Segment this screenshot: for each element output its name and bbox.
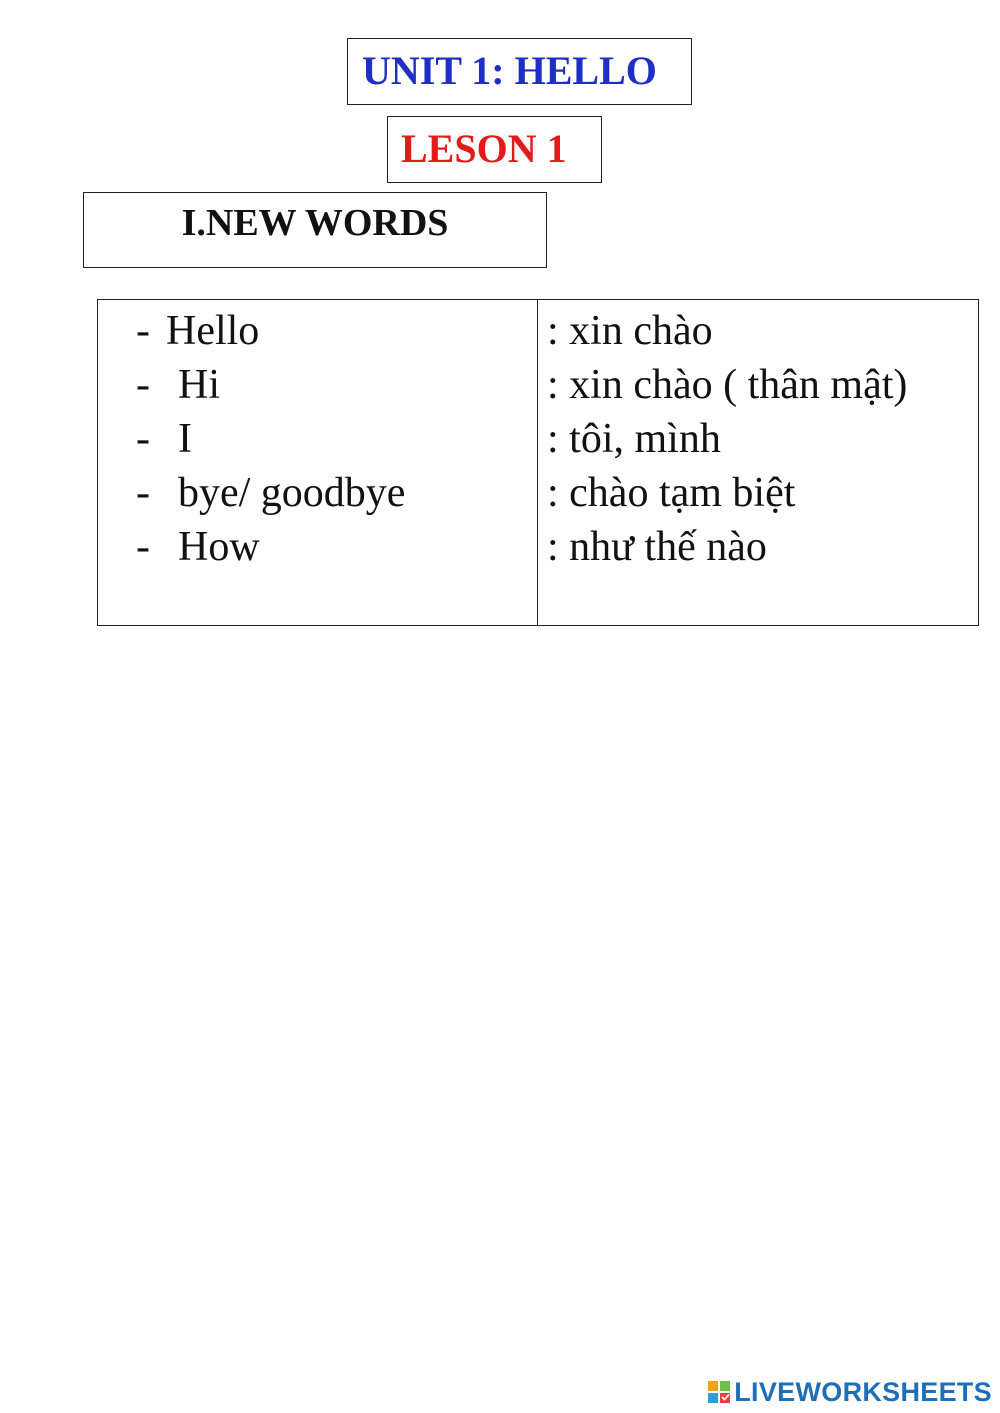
bullet-dash: - xyxy=(136,470,150,516)
vocab-row-word xyxy=(136,358,536,412)
english-words-column xyxy=(136,304,536,574)
section-title-box xyxy=(83,192,547,268)
vocab-meaning: : như thế nào xyxy=(547,524,767,570)
lesson-title: LESON 1 xyxy=(401,126,567,171)
vocab-row-word xyxy=(136,304,536,358)
bullet-dash: - xyxy=(136,416,150,462)
english-word: How xyxy=(178,524,260,570)
liveworksheets-logo-icon xyxy=(707,1380,731,1404)
section-title: I.NEW WORDS xyxy=(181,202,449,244)
lesson-title-box xyxy=(387,116,602,183)
unit-title: UNIT 1: HELLO xyxy=(362,48,657,93)
english-word: I xyxy=(178,416,192,462)
vietnamese-meanings-column xyxy=(547,304,977,574)
vocab-row-word xyxy=(136,520,536,574)
vocab-meaning: : xin chào xyxy=(547,308,713,354)
vocab-meaning: : xin chào ( thân mật) xyxy=(547,362,908,408)
vocab-meaning: : tôi, mình xyxy=(547,416,721,462)
watermark-text: LIVEWORKSHEETS xyxy=(734,1376,992,1407)
bullet-dash: - xyxy=(136,524,150,570)
vocabulary-table xyxy=(97,299,979,626)
column-divider xyxy=(537,300,538,625)
english-word: Hi xyxy=(178,362,220,408)
english-word: bye/ goodbye xyxy=(178,470,406,516)
vocab-row-word xyxy=(136,466,536,520)
liveworksheets-watermark xyxy=(707,1377,992,1407)
unit-title-box xyxy=(347,38,692,105)
english-word: Hello xyxy=(166,308,260,354)
bullet-dash: - xyxy=(136,362,150,408)
vocab-meaning: : chào tạm biệt xyxy=(547,470,796,516)
bullet-dash: - xyxy=(136,308,150,354)
vocab-row-word xyxy=(136,412,536,466)
